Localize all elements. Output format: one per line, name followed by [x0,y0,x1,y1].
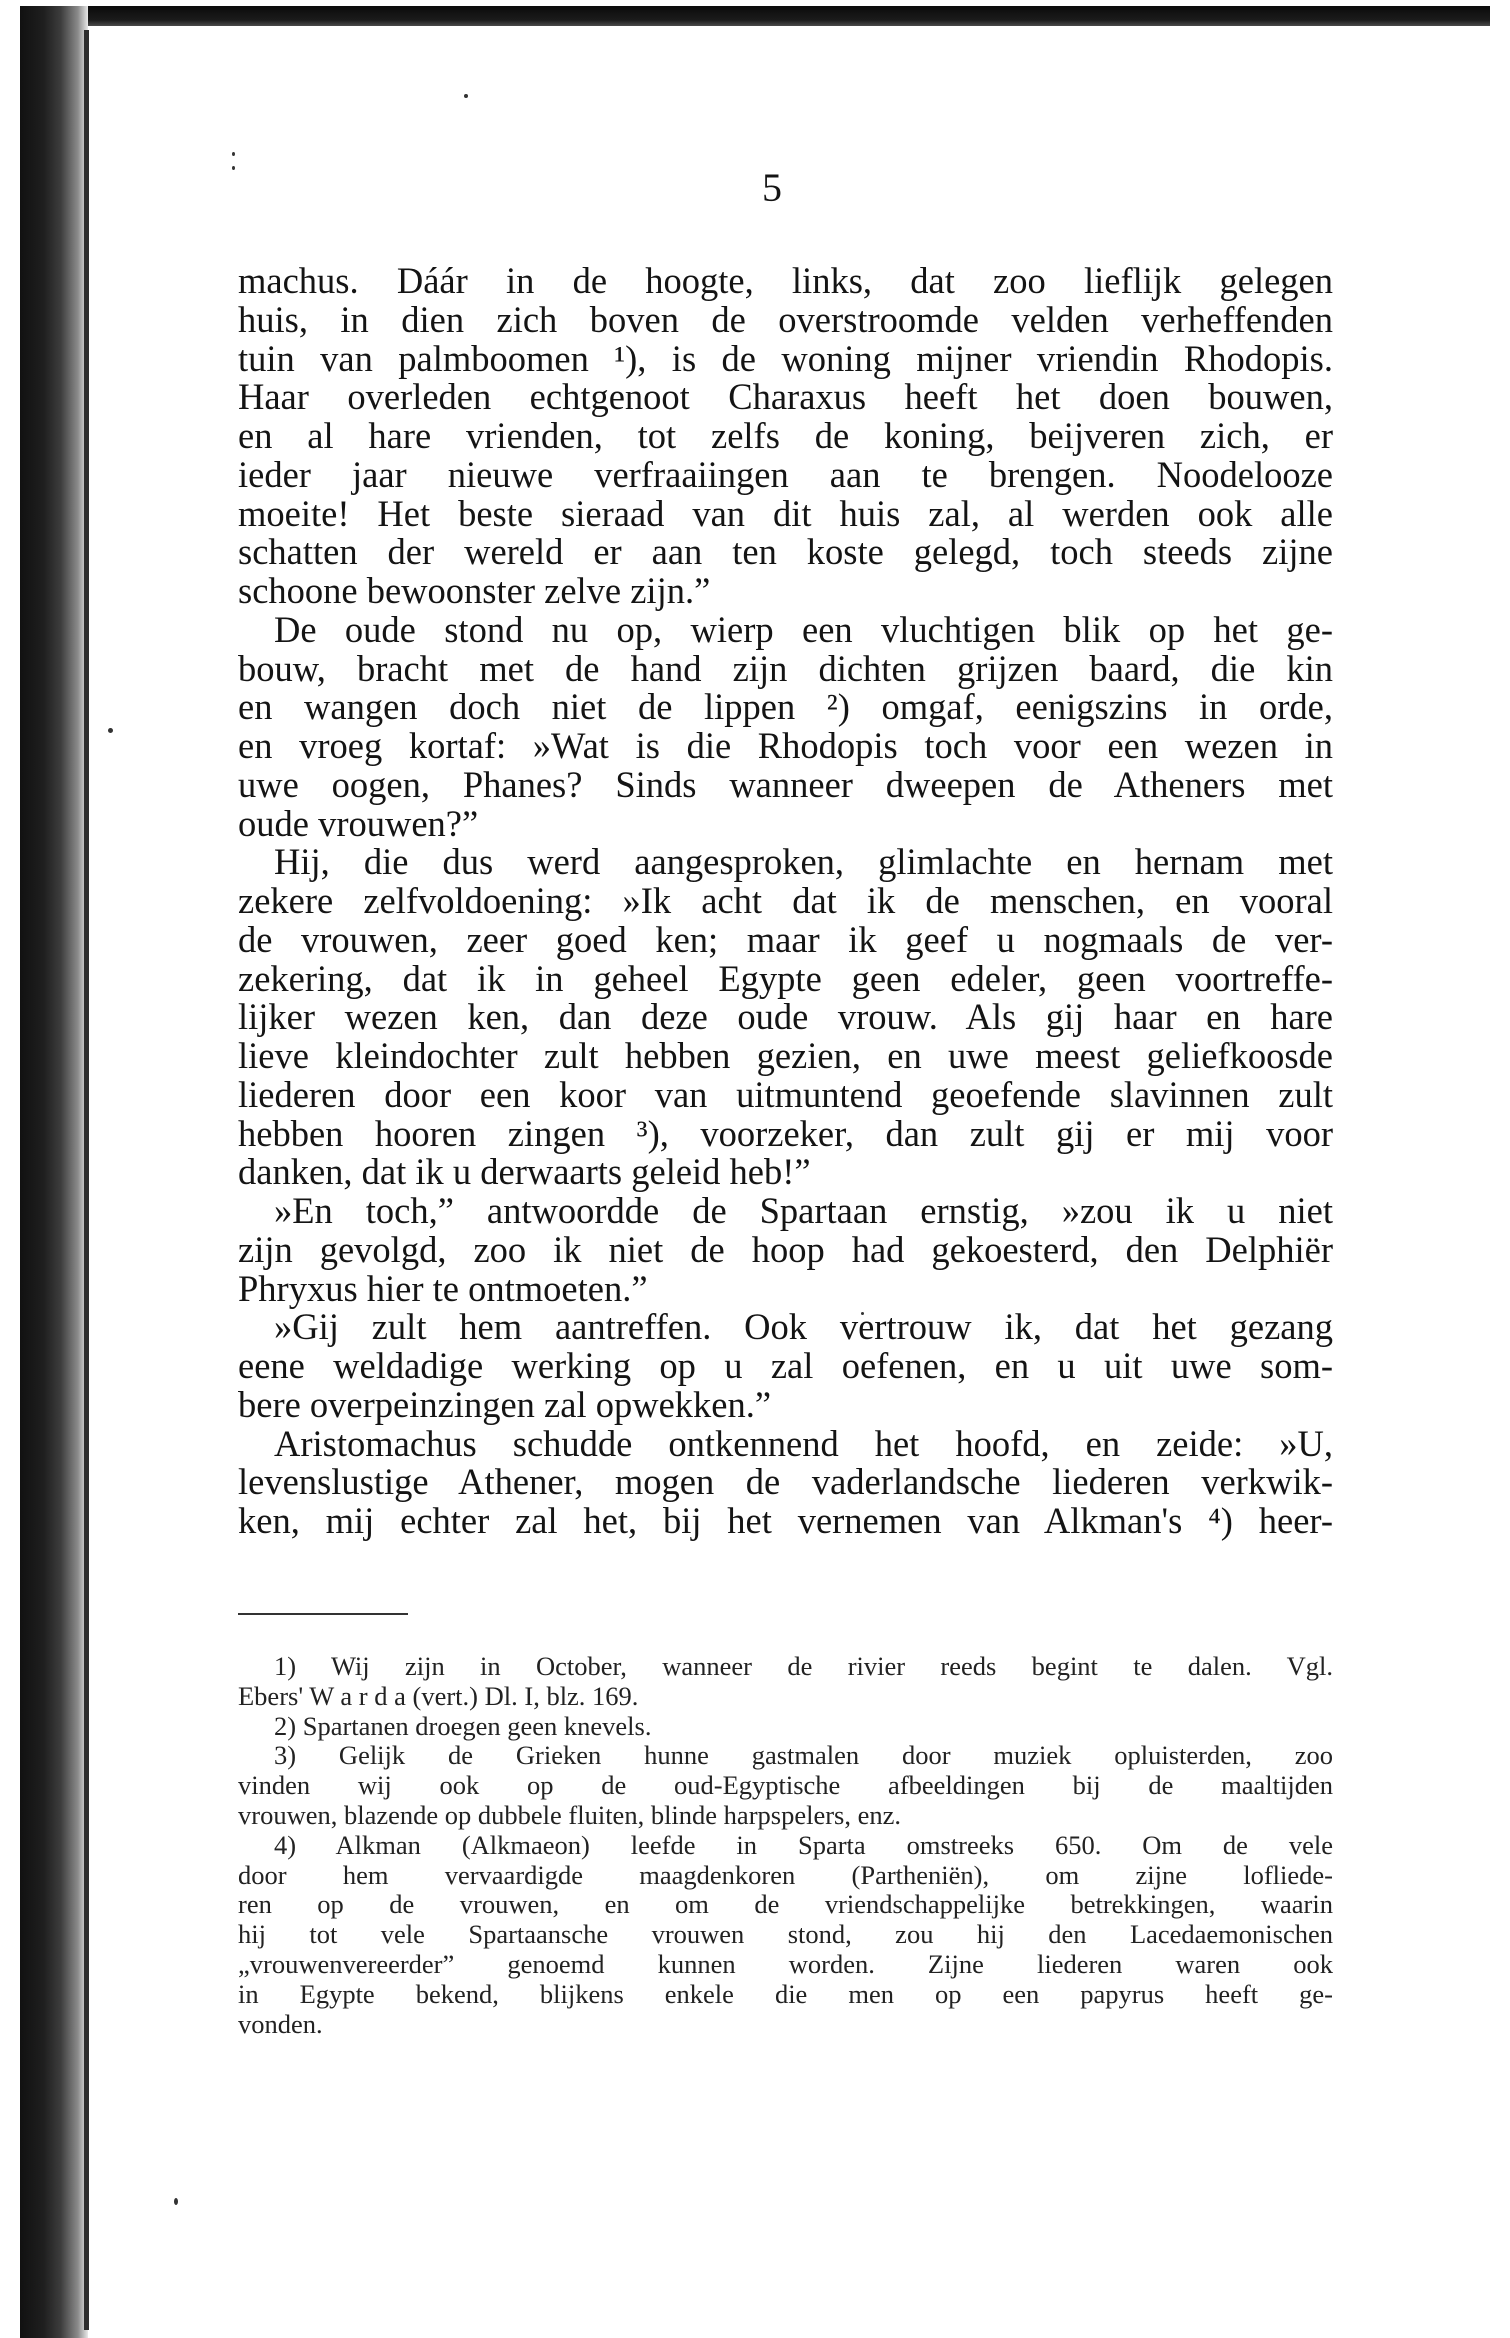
text-line: Aristomachus schudde ontkennend het hoofd, en zeide: »U, [274,1422,1333,1464]
scan-speck [232,152,235,156]
scan-border-edge [84,30,89,2330]
scan-speck [232,166,235,170]
page-number: 5 [762,165,782,210]
footnote-line: 2) Spartanen droegen geen knevels. [274,1710,652,1741]
text-line: »Gij zult hem aantreffen. Ook vertrouw ik, dat het gezang [274,1306,1333,1348]
footnote-line: vonden. [238,2008,323,2039]
text-line: oude vrouwen?” [238,802,479,844]
text-line: schatten der wereld er aan ten koste gelegd, toch steeds zijne [238,531,1333,573]
scan-speck [174,2198,178,2205]
text-line: Hij, die dus werd aangesproken, glimlachte en hernam met [274,841,1333,883]
text-line: de vrouwen, zeer goed ken; maar ik geef u nogmaals de ver- [238,918,1333,960]
text-line: hebben hooren zingen ³), voorzeker, dan zult gij er mij voor [238,1112,1333,1154]
text-line: machus. Dáár in de hoogte, links, dat zoo lieflijk gelegen [238,260,1333,301]
text-line: Haar overleden echtgenoot Charaxus heeft het doen bouwen, [238,376,1333,418]
footnote-line: vrouwen, blazende op dubbele fluiten, blinde harpspelers, enz. [238,1799,902,1830]
text-line: bere overpeinzingen zal opwekken.” [238,1383,772,1425]
text-line: ieder jaar nieuwe verfraaiingen aan te brengen. Noodelooze [238,453,1333,495]
text-line: liederen door een koor van uitmuntend geoefende slavinnen zult [238,1073,1333,1115]
footnote-line: 3) Gelijk de Grieken hunne gastmalen door muziek opluisterden, zoo [274,1740,1333,1771]
text-line: lieve kleindochter zult hebben gezien, en uwe meest geliefkoosde [238,1035,1333,1076]
scan-speck [108,728,113,733]
body-text [238,262,1333,1541]
scan-border-top [20,6,1490,26]
footnote-line: hij tot vele Spartaansche vrouwen stond, zou hij den Lacedaemonischen [238,1919,1333,1950]
text-line: uwe oogen, Phanes? Sinds wanneer dweepen de Atheners met [238,763,1333,805]
scan-speck [464,94,468,98]
footnote-line: 1) Wij zijn in October, wanneer de rivier reeds begint te dalen. Vgl. [274,1651,1333,1681]
scan-border-left [20,6,88,2338]
text-line: schoone bewoonster zelve zijn.” [238,570,711,611]
text-line: ken, mij echter zal het, bij het vernemen van Alkman's ⁴) heer- [238,1500,1333,1541]
footnote-line: in Egypte bekend, blijkens enkele die men op een papyrus heeft ge- [238,1978,1333,2009]
text-line: tuin van palmboomen ¹), is de woning mijner vriendin Rhodopis. [238,337,1333,379]
text-line: en vroeg kortaf: »Wat is die Rhodopis toch voor een wezen in [238,725,1333,766]
footnote-divider [238,1613,408,1615]
footnote-line: vinden wij ook op de oud-Egyptische afbeeldingen bij de maaltijden [238,1770,1333,1801]
text-line: moeite! Het beste sieraad van dit huis zal, al werden ook alle [238,492,1333,534]
text-line: zekering, dat ik in geheel Egypte geen edeler, geen voortreffe- [238,957,1333,999]
text-line: bouw, bracht met de hand zijn dichten grijzen baard, die kin [238,647,1333,689]
text-line: lijker wezen ken, dan deze oude vrouw. Als gij haar en hare [238,996,1333,1038]
text-line: levenslustige Athener, mogen de vaderlandsche liederen verkwik- [238,1461,1333,1503]
footnote-line: „vrouwenvereerder” genoemd kunnen worden. Zijne liederen waren ook [238,1948,1333,1979]
text-line: en al hare vrienden, tot zelfs de koning, beijveren zich, er [238,415,1333,456]
text-line: danken, dat ik u derwaarts geleid heb!” [238,1151,811,1193]
footnote-line: door hem vervaardigde maagdenkoren (Partheniën), om zijne lofliede- [238,1859,1333,1890]
footnote-line: ren op de vrouwen, en om de vriendschappelijke betrekkingen, waarin [238,1889,1333,1920]
footnotes [238,1652,1333,2039]
text-line: Phryxus hier te ontmoeten.” [238,1267,648,1309]
text-line: huis, in dien zich boven de overstroomde velden verheffenden [238,298,1333,340]
text-line: eene weldadige werking op u zal oefenen, en u uit uwe som- [238,1345,1333,1386]
footnote-line: 4) Alkman (Alkmaeon) leefde in Sparta omstreeks 650. Om de vele [274,1829,1333,1860]
text-line: en wangen doch niet de lippen ²) omgaf, eenigszins in orde, [238,686,1333,728]
footnote-line: Ebers' W a r d a (vert.) Dl. I, blz. 169. [238,1680,639,1711]
text-line: »En toch,” antwoordde de Spartaan ernstig, »zou ik u niet [274,1190,1333,1231]
text-line: zekere zelfvoldoening: »Ik acht dat ik de menschen, en vooral [238,880,1333,921]
text-line: De oude stond nu op, wierp een vluchtigen blik op het ge- [274,608,1333,650]
text-line: zijn gevolgd, zoo ik niet de hoop had gekoesterd, den Delphiër [238,1228,1333,1270]
